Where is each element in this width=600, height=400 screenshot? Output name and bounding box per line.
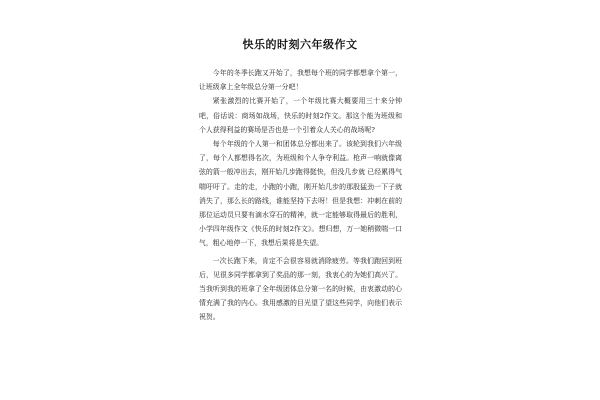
- document-title: 快乐的时刻六年级作文: [242, 38, 358, 51]
- paragraph: 今年的冬季长跑又开始了，我想每个班的同学都想拿个第一，让班级拿上全年级总分第一分吧！: [199, 69, 402, 92]
- paragraph: 一次长跑下来，肯定不会很容易就消除疲劳。等我们跑回到班后，见很多同学都拿到了奖品的那一刻，我衷心的为她们高兴了。当我听到我的班拿了全年级团体总分第一名的时候，由衷激动的心情充满了我的内心。我用感激的目光望了望这些同学，向他们表示祝贺。: [199, 256, 402, 322]
- paragraph: 紧张激烈的比赛开始了，一个年级比赛大概要用三十来分钟吧，俗话说：商场如战场，快乐的时刻2作文。那这个能为班级和个人获得利益的赛场是否也是一个引着众人关心的战场呢?: [199, 97, 402, 134]
- document-body: [199, 66, 402, 325]
- paragraph: 每个年级的个人第一和团体总分都出来了。该轮到我们六年级了，每个人都想得名次，为班级和个人争夺利益。枪声一响就像离弦的箭一般冲出去，刚开始几步跑得挺快，但没几步就 已经累得气喘吁吁了。走的走，小跑的小跑，刚开始几步的那股猛劲一下子就消失了，那么长的路线，谁能坚持下去呀！但是我想：冲刺在前的那位运动员只要有滴水穿石的精神，就一定能够取得最后的胜利，小学四年级作文《快乐的时刻2作文》。想归想，万一她稍微喘一口气，粗心地停一下，我想后果将是失望。: [199, 140, 402, 248]
